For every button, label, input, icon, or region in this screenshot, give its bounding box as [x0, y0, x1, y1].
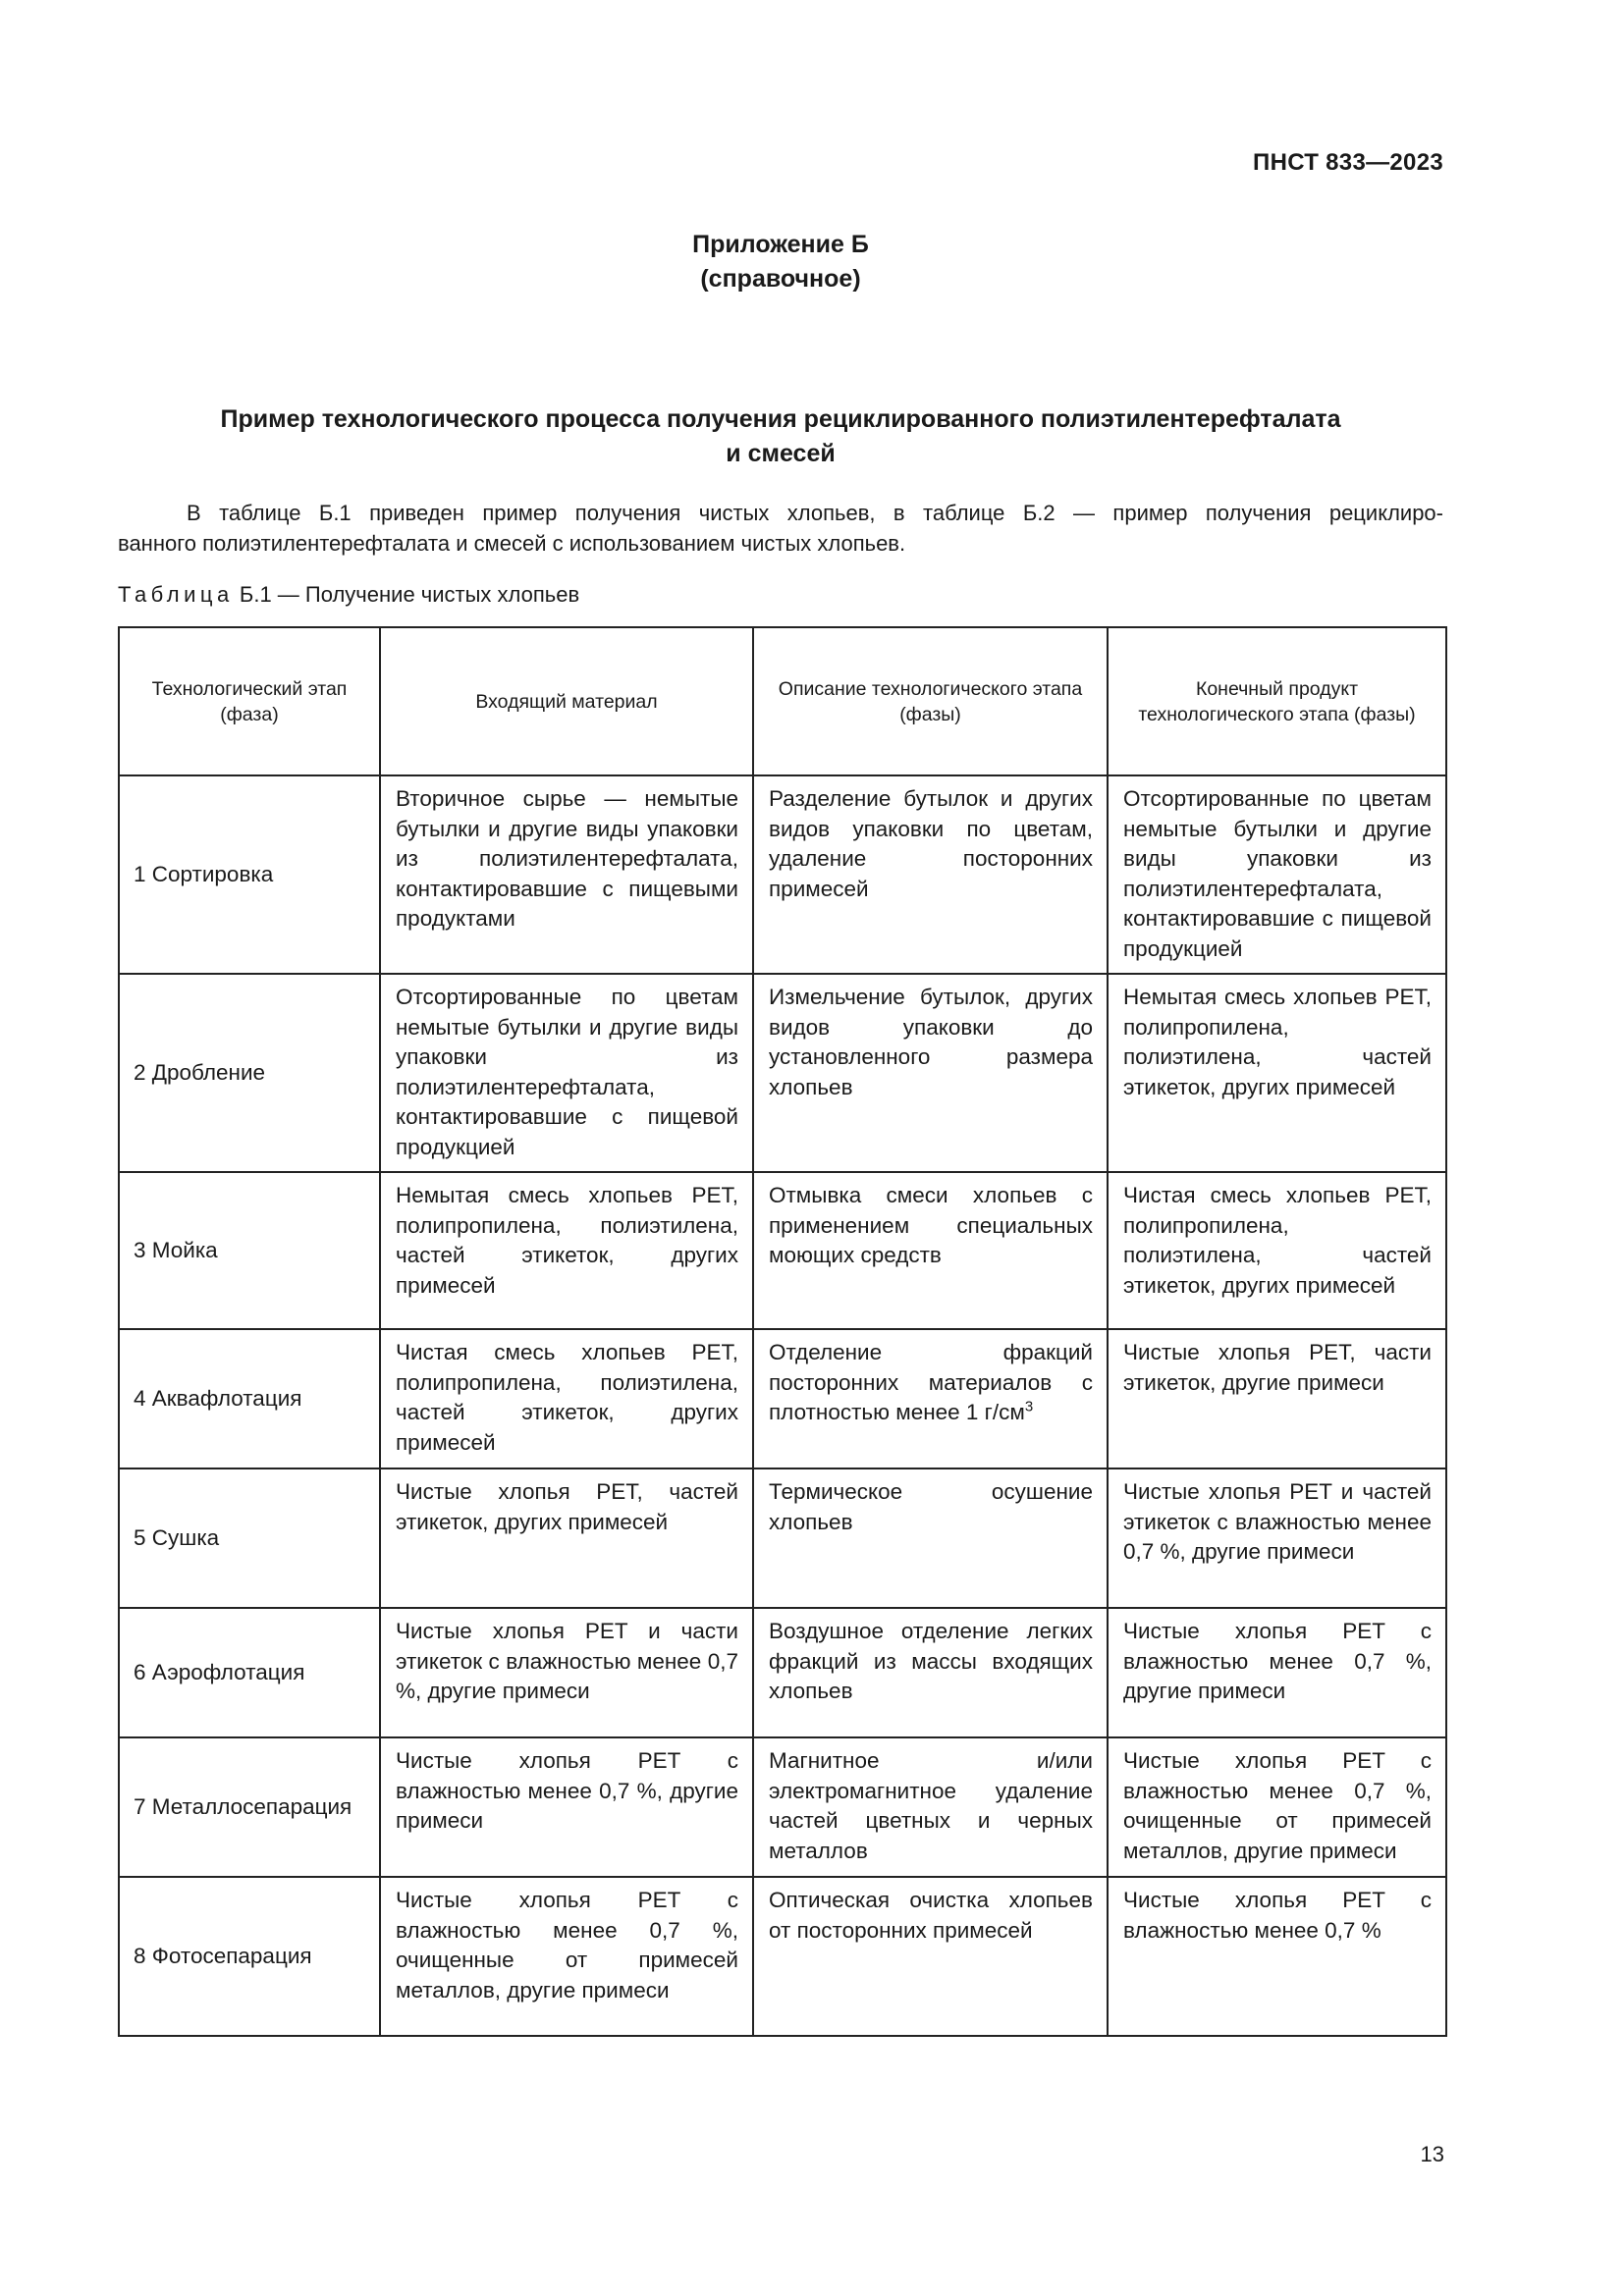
- cell-description: Магнитное и/или электромагнитное удаление частей цветных и черных металлов: [753, 1737, 1108, 1877]
- section-title: [118, 402, 1443, 471]
- table-row: [119, 775, 1446, 974]
- intro-paragraph: [118, 498, 1443, 559]
- cell-stage: 1 Сортировка: [119, 775, 380, 974]
- cell-stage: 5 Сушка: [119, 1468, 380, 1608]
- cell-product: Чистые хлопья PET и частей этикеток с влажностью менее 0,7 %, другие примеси: [1108, 1468, 1446, 1608]
- cell-stage: 2 Дробление: [119, 974, 380, 1172]
- table-caption-text: Б.1 — Получение чистых хлопьев: [239, 582, 580, 607]
- cell-product: Отсортированные по цветам немытые бутылки и другие виды упаковки из полиэтилентерефталата, контактировавшие с пищевой продукцией: [1108, 775, 1446, 974]
- cell-description: Воздушное отделение легких фракций из массы входящих хлопьев: [753, 1608, 1108, 1737]
- table-header-row: [119, 627, 1446, 775]
- cell-description: Термическое осушение хлопьев: [753, 1468, 1108, 1608]
- header-input: Входящий материал: [380, 627, 753, 775]
- header-product: Конечный продукт технологического этапа (фазы): [1108, 627, 1446, 775]
- table-row: [119, 1329, 1446, 1468]
- cell-description: [753, 1329, 1108, 1468]
- cell-input: Чистые хлопья PET и части этикеток с влажностью менее 0,7 %, другие примеси: [380, 1608, 753, 1737]
- flakes-table: [118, 626, 1447, 2037]
- table-row: [119, 1877, 1446, 2036]
- table-row: [119, 1608, 1446, 1737]
- section-title-line2: и смесей: [726, 440, 836, 467]
- table-row: [119, 974, 1446, 1172]
- cell-stage: 4 Аквафлотация: [119, 1329, 380, 1468]
- cell-stage: 3 Мойка: [119, 1172, 380, 1329]
- cell-description-text: Отделение фракций посторонних материалов с плотностью менее 1 г/см: [769, 1340, 1093, 1424]
- cell-product: Чистые хлопья PET, части этикеток, другие примеси: [1108, 1329, 1446, 1468]
- cell-input: Вторичное сырье — немытые бутылки и другие виды упаковки из полиэтилентерефталата, контактировавшие с пищевыми продуктами: [380, 775, 753, 974]
- cell-input: Чистые хлопья PET с влажностью менее 0,7 %, другие примеси: [380, 1737, 753, 1877]
- table-row: [119, 1737, 1446, 1877]
- header-description: Описание технологического этапа (фазы): [753, 627, 1108, 775]
- superscript-3: 3: [1024, 1398, 1034, 1415]
- table-caption-label: Таблица: [118, 582, 234, 607]
- table-caption: [118, 582, 579, 608]
- cell-description: Разделение бутылок и других видов упаковки по цветам, удаление посторонних примесей: [753, 775, 1108, 974]
- cell-stage: 8 Фотосепарация: [119, 1877, 380, 2036]
- table-row: [119, 1468, 1446, 1608]
- cell-description: Оптическая очистка хлопьев от посторонних примесей: [753, 1877, 1108, 2036]
- intro-line2: ванного полиэтилентерефталата и смесей с использованием чистых хлопьев.: [118, 531, 906, 556]
- cell-description: Отмывка смеси хлопьев с применением специальных моющих средств: [753, 1172, 1108, 1329]
- page-number: 13: [1420, 2142, 1444, 2166]
- cell-product: Чистая смесь хлопьев PET, полипропилена, полиэтилена, частей этикеток, других примесей: [1108, 1172, 1446, 1329]
- appendix-subtitle: (справочное): [700, 265, 861, 293]
- header-stage: Технологический этап (фаза): [119, 627, 380, 775]
- cell-stage: 6 Аэрофлотация: [119, 1608, 380, 1737]
- cell-product: Чистые хлопья PET с влажностью менее 0,7 %, другие примеси: [1108, 1608, 1446, 1737]
- intro-line1: В таблице Б.1 приведен пример получения чистых хлопьев, в таблице Б.2 — пример получения рециклиро-: [187, 501, 1443, 525]
- table-row: [119, 1172, 1446, 1329]
- cell-description: Измельчение бутылок, других видов упаковки до установленного размера хлопьев: [753, 974, 1108, 1172]
- cell-stage: 7 Металлосепарация: [119, 1737, 380, 1877]
- cell-input: Чистые хлопья PET, частей этикеток, других примесей: [380, 1468, 753, 1608]
- cell-product: Немытая смесь хлопьев PET, полипропилена, полиэтилена, частей этикеток, других примесей: [1108, 974, 1446, 1172]
- cell-input: Отсортированные по цветам немытые бутылки и другие виды упаковки из полиэтилентерефталата, контактировавшие с пищевой продукцией: [380, 974, 753, 1172]
- cell-input: Чистые хлопья PET с влажностью менее 0,7 %, очищенные от примесей металлов, другие примеси: [380, 1877, 753, 2036]
- cell-product: Чистые хлопья PET с влажностью менее 0,7 %: [1108, 1877, 1446, 2036]
- cell-input: Чистая смесь хлопьев PET, полипропилена, полиэтилена, частей этикеток, других примесей: [380, 1329, 753, 1468]
- appendix-heading: [0, 228, 1561, 296]
- section-title-line1: Пример технологического процесса получения рециклированного полиэтилентерефталата: [220, 405, 1341, 433]
- appendix-title: Приложение Б: [692, 231, 869, 258]
- cell-input: Немытая смесь хлопьев PET, полипропилена, полиэтилена, частей этикеток, других примесей: [380, 1172, 753, 1329]
- document-code: ПНСТ 833—2023: [1253, 149, 1443, 176]
- cell-product: Чистые хлопья PET с влажностью менее 0,7 %, очищенные от примесей металлов, другие примеси: [1108, 1737, 1446, 1877]
